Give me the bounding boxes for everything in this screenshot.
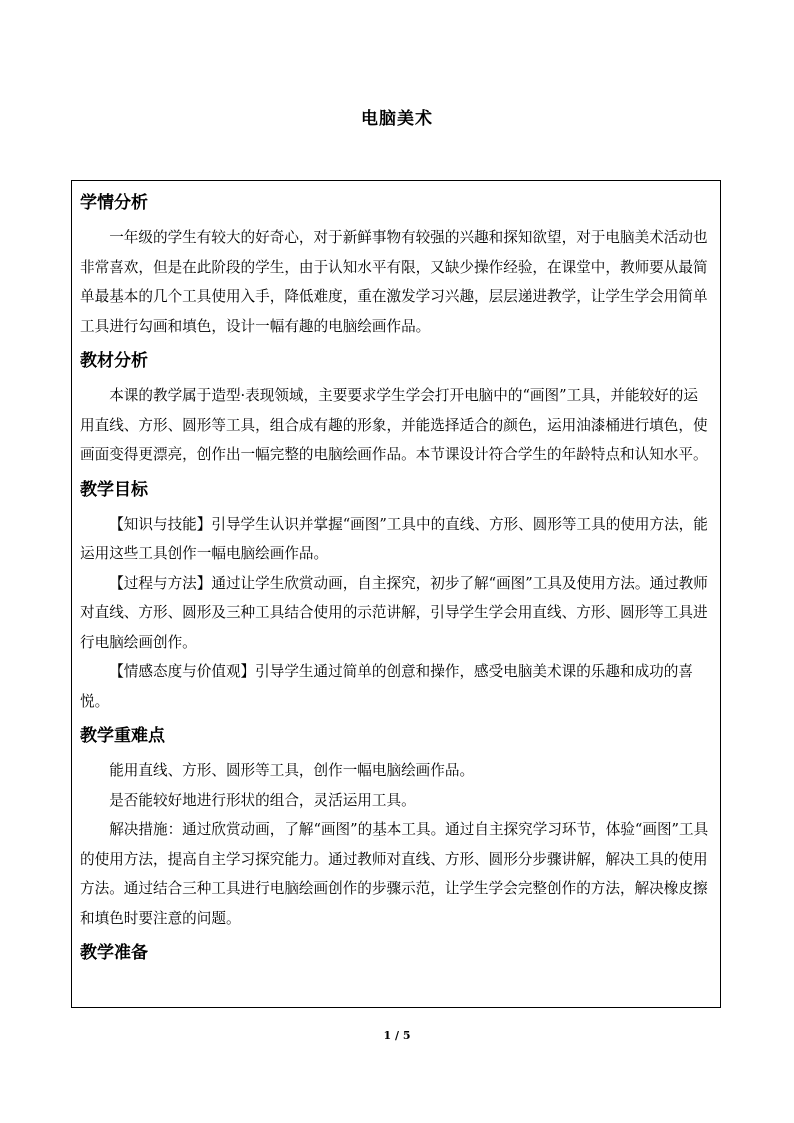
section-paragraph: 一年级的学生有较大的好奇心，对于新鲜事物有较强的兴趣和探知欲望，对于电脑美术活动也非常喜欢，但是在此阶段的学生，由于认知水平有限，又缺少操作经验，在课堂中，教师要从最简单最基本的几个工具使用入手，降低难度，重在激发学习兴趣，层层递进教学，让学生学会用简单工具进行勾画和填色，设计一幅有趣的电脑绘画作品。: [80, 229, 708, 335]
content-frame: [71, 180, 721, 1008]
section-paragraph: 【过程与方法】通过让学生欣赏动画，自主探究，初步了解“画图”工具及使用方法。通过教师对直线、方形、圆形及三种工具结合使用的示范讲解，引导学生学会用直线、方形、圆形等工具进行电脑绘画创作。: [80, 574, 708, 651]
section-paragraph: 能用直线、方形、圆形等工具，创作一幅电脑绘画作品。: [109, 762, 475, 779]
section-paragraph: 是否能较好地进行形状的组合，灵活运用工具。: [109, 791, 416, 809]
section-paragraph: 本课的教学属于造型·表现领域，主要要求学生学会打开电脑中的“画图”工具，并能较好的运用直线、方形、圆形等工具，组合成有趣的形象，并能选择适合的颜色，运用油漆桶进行填色，使画面变得更漂亮，创作出一幅完整的电脑绘画作品。本节课设计符合学生的年龄特点和认知水平。: [80, 387, 708, 463]
section-heading-key-difficulties: 教学重难点: [80, 726, 165, 746]
page-indicator: 1 / 5: [383, 1029, 411, 1042]
section-heading-teaching-preparation: 教学准备: [80, 943, 148, 963]
page-title: 电脑美术: [361, 109, 433, 129]
section-heading-learner-analysis: 学情分析: [80, 193, 148, 213]
section-heading-textbook-analysis: 教材分析: [80, 351, 148, 371]
section-heading-teaching-goals: 教学目标: [80, 479, 148, 500]
section-paragraph: 【知识与技能】引导学生认识并掌握“画图”工具中的直线、方形、圆形等工具的使用方法，能运用这些工具创作一幅电脑绘画作品。: [80, 515, 708, 562]
section-paragraph: 解决措施：通过欣赏动画，了解“画图”的基本工具。通过自主探究学习环节，体验“画图”工具的使用方法，提高自主学习探究能力。通过教师对直线、方形、圆形分步骤讲解，解决工具的使用方法。通过结合三种工具进行电脑绘画创作的步骤示范，让学生学会完整创作的方法，解决橡皮擦和填色时要注意的问题。: [80, 821, 709, 927]
content-body: [80, 191, 712, 973]
section-paragraph: 【情感态度与价值观】引导学生通过简单的创意和操作，感受电脑美术课的乐趣和成功的喜悦。: [80, 663, 693, 710]
